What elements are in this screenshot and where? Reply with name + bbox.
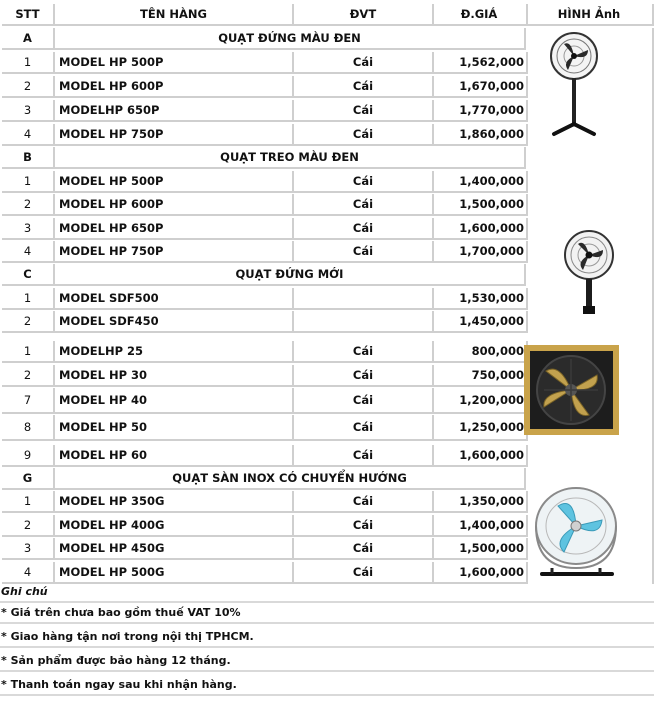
row-price: 1,530,000 (434, 288, 528, 310)
section-code: A (2, 28, 55, 50)
row-name: MODEL HP 600P (55, 76, 294, 98)
header-image: HÌNH Ảnh (526, 4, 654, 26)
row-stt: 7 (2, 388, 55, 414)
row-unit: Cái (294, 491, 434, 513)
row-name: MODEL HP 500P (55, 52, 294, 74)
table-row (0, 171, 654, 193)
row-stt: 4 (2, 562, 55, 584)
row-price: 1,562,000 (434, 52, 528, 74)
row-stt: 1 (2, 491, 55, 513)
row-price: 1,400,000 (434, 515, 528, 537)
row-price: 750,000 (434, 365, 528, 387)
note-item: * Thanh toán ngay sau khi nhận hàng. (0, 675, 654, 696)
note-item: * Sản phẩm được bảo hàng 12 tháng. (0, 651, 654, 672)
row-stt: 3 (2, 218, 55, 240)
section-c-header (0, 264, 654, 286)
row-price: 1,600,000 (434, 218, 528, 240)
row-unit: Cái (294, 76, 434, 98)
wall-fan-icon (562, 210, 616, 320)
row-stt: 8 (2, 415, 55, 441)
row-unit: Cái (294, 365, 434, 387)
row-stt: 2 (2, 194, 55, 216)
row-name: MODEL HP 30 (55, 365, 294, 387)
table-row (0, 288, 654, 310)
header-name: TÊN HÀNG (55, 4, 294, 26)
row-name: MODEL HP 60 (55, 445, 294, 467)
row-price: 1,450,000 (434, 311, 528, 333)
table-row (0, 218, 654, 240)
row-stt: 9 (2, 445, 55, 467)
row-price: 1,350,000 (434, 491, 528, 513)
row-stt: 1 (2, 171, 55, 193)
row-unit: Cái (294, 171, 434, 193)
note-item: * Giá trên chưa bao gồm thuế VAT 10% (0, 603, 654, 624)
row-unit (294, 311, 434, 333)
row-stt: 2 (2, 76, 55, 98)
row-name: MODELHP 25 (55, 341, 294, 363)
row-unit: Cái (294, 194, 434, 216)
table-row (0, 311, 654, 333)
row-unit (294, 288, 434, 310)
row-price: 1,500,000 (434, 538, 528, 560)
exhaust-fan-icon (524, 345, 619, 435)
standing-fan-icon (544, 30, 606, 138)
row-name: MODEL HP 400G (55, 515, 294, 537)
section-title: QUẠT TREO MÀU ĐEN (55, 147, 526, 169)
row-stt: 1 (2, 341, 55, 363)
row-price: 1,600,000 (434, 562, 528, 584)
row-stt: 2 (2, 311, 55, 333)
row-stt: 1 (2, 288, 55, 310)
row-stt: 1 (2, 52, 55, 74)
section-title: QUẠT ĐỨNG MÀU ĐEN (55, 28, 526, 50)
row-unit: Cái (294, 241, 434, 263)
section-code: C (2, 264, 55, 286)
table-header (0, 4, 654, 26)
table-row (0, 241, 654, 263)
section-code: G (2, 468, 55, 490)
row-price: 1,200,000 (434, 388, 528, 414)
row-name: MODEL HP 350G (55, 491, 294, 513)
row-unit: Cái (294, 562, 434, 584)
section-title: QUẠT ĐỨNG MỚI (55, 264, 526, 286)
row-price: 1,700,000 (434, 241, 528, 263)
row-price: 1,250,000 (434, 415, 528, 441)
note-item: * Giao hàng tận nơi trong nội thị TPHCM. (0, 627, 654, 648)
row-name: MODEL HP 650P (55, 218, 294, 240)
row-name: MODELHP 650P (55, 100, 294, 122)
section-b-header (0, 147, 654, 169)
floor-fan-icon (528, 482, 628, 579)
row-unit: Cái (294, 341, 434, 363)
row-name: MODEL HP 600P (55, 194, 294, 216)
row-name: MODEL SDF500 (55, 288, 294, 310)
row-unit: Cái (294, 515, 434, 537)
row-unit: Cái (294, 52, 434, 74)
row-price: 1,400,000 (434, 171, 528, 193)
row-unit: Cái (294, 100, 434, 122)
row-name: MODEL HP 40 (55, 388, 294, 414)
row-name: MODEL HP 750P (55, 241, 294, 263)
row-name: MODEL HP 750P (55, 124, 294, 146)
row-price: 1,500,000 (434, 194, 528, 216)
table-row (0, 445, 654, 467)
row-unit: Cái (294, 445, 434, 467)
notes-title: Ghi chú (0, 582, 654, 603)
row-name: MODEL HP 500G (55, 562, 294, 584)
row-name: MODEL HP 50 (55, 415, 294, 441)
table-row (0, 194, 654, 216)
header-stt: STT (2, 4, 55, 26)
row-price: 1,770,000 (434, 100, 528, 122)
row-price: 1,860,000 (434, 124, 528, 146)
row-unit: Cái (294, 415, 434, 441)
section-title: QUẠT SÀN INOX CÓ CHUYỂN HƯỚNG (55, 468, 526, 490)
row-name: MODEL HP 450G (55, 538, 294, 560)
row-stt: 4 (2, 124, 55, 146)
row-unit: Cái (294, 538, 434, 560)
row-price: 1,670,000 (434, 76, 528, 98)
section-code: B (2, 147, 55, 169)
row-unit: Cái (294, 124, 434, 146)
row-stt: 3 (2, 100, 55, 122)
row-stt: 4 (2, 241, 55, 263)
row-stt: 2 (2, 515, 55, 537)
row-price: 800,000 (434, 341, 528, 363)
row-unit: Cái (294, 218, 434, 240)
row-price: 1,600,000 (434, 445, 528, 467)
header-unit: ĐVT (294, 4, 434, 26)
row-stt: 3 (2, 538, 55, 560)
row-unit: Cái (294, 388, 434, 414)
row-stt: 2 (2, 365, 55, 387)
header-price: Đ.GIÁ (434, 4, 528, 26)
row-name: MODEL SDF450 (55, 311, 294, 333)
row-name: MODEL HP 500P (55, 171, 294, 193)
